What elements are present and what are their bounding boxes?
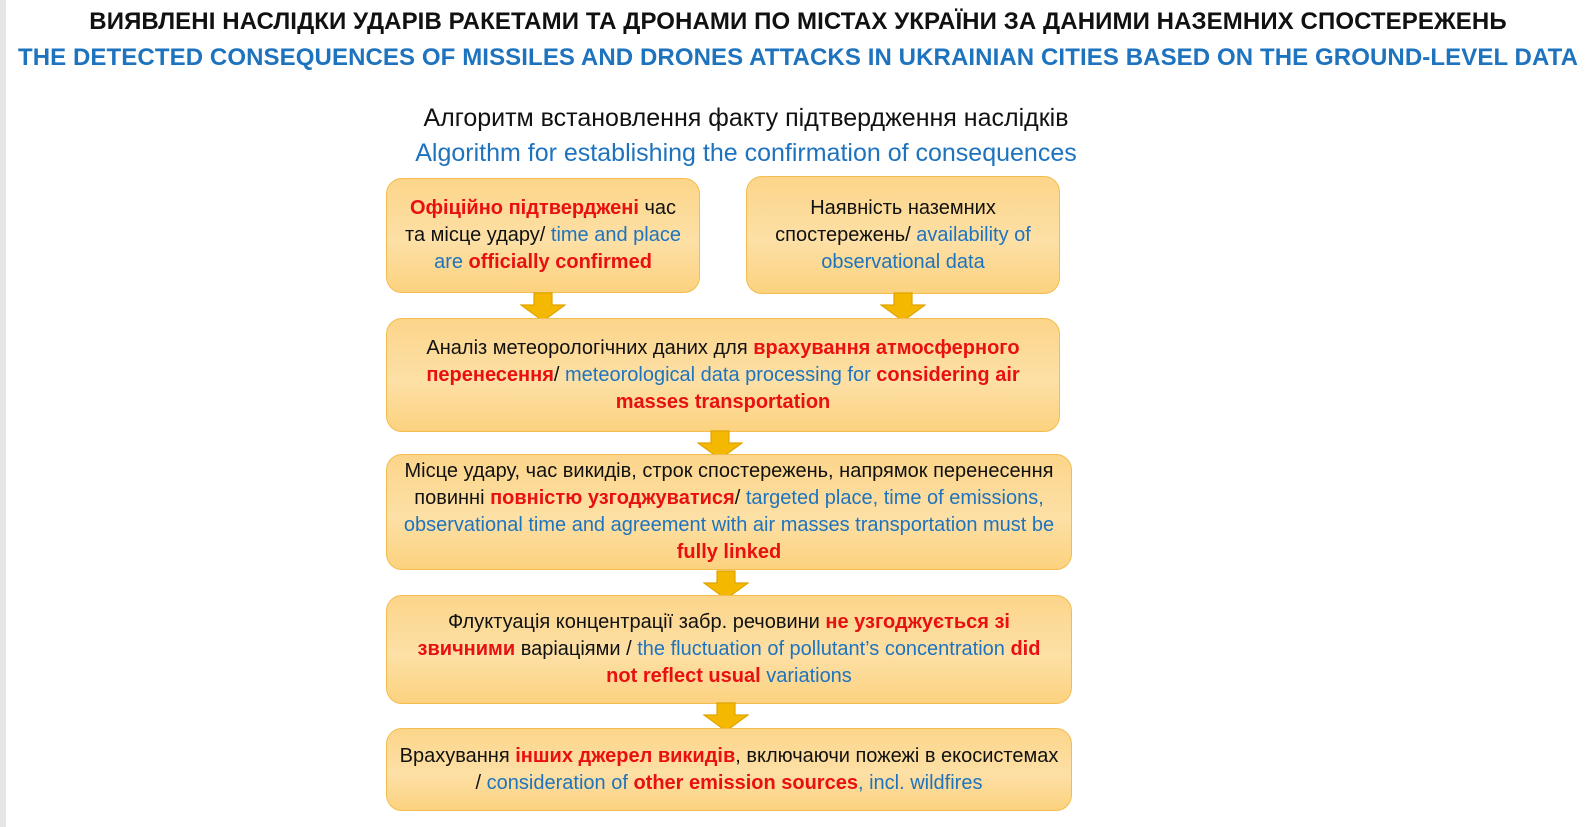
- text-en: the fluctuation of pollutant’s concentration: [637, 638, 1011, 660]
- full-match-text: [403, 458, 1055, 566]
- full-match-box: [386, 454, 1072, 570]
- other-emission-sources-box: [386, 728, 1072, 811]
- concentration-fluctuation-text: [409, 609, 1049, 690]
- page-title-ua: ВИЯВЛЕНІ НАСЛІДКИ УДАРІВ РАКЕТАМИ ТА ДРОНАМИ ПО МІСТАХ УКРАЇНИ ЗА ДАНИМИ НАЗЕМНИХ СПОСТЕРЕЖЕНЬ: [89, 8, 1507, 35]
- text-en: , incl. wildfires: [857, 771, 983, 794]
- text-en: targeted place, time of emissions, observational time and agreement with air masses transportation must be: [403, 487, 1055, 536]
- text-highlight: fully linked: [676, 541, 782, 563]
- text-highlight: did not reflect usual: [606, 638, 1041, 687]
- official-confirmation-text: [401, 195, 685, 276]
- official-confirmation-box: [386, 178, 700, 293]
- text-ua: /: [734, 487, 746, 509]
- text-highlight: Офіційно підтверджені: [409, 197, 639, 219]
- algorithm-subtitle-en: Algorithm for establishing the confirmation of consequences: [415, 139, 1077, 167]
- text-ua: варіаціями /: [515, 638, 638, 660]
- meteorological-analysis-text: [415, 335, 1031, 416]
- text-highlight: інших джерел викидів: [515, 744, 736, 767]
- text-ua: Флуктуація концентрації забр. речовини: [448, 611, 826, 633]
- meteorological-analysis-box: [386, 318, 1060, 432]
- other-emission-sources-text: [399, 743, 1059, 797]
- text-en: variations: [760, 665, 852, 687]
- text-ua: Місце удару, час викидів, строк спостережень, напрямок перенесення повинні: [404, 460, 1054, 509]
- text-ua: /: [553, 363, 566, 386]
- text-highlight: considering air masses transportation: [615, 363, 1020, 413]
- text-highlight: officially confirmed: [468, 251, 652, 273]
- ground-observations-text: [769, 195, 1037, 276]
- page-title-en: THE DETECTED CONSEQUENCES OF MISSILES AND DRONES ATTACKS IN UKRAINIAN CITIES BASED ON THE GROUND-LEVEL DATA: [17, 44, 1579, 71]
- text-ua: час та місце удару/: [405, 197, 677, 246]
- text-highlight: other emission sources: [633, 771, 858, 794]
- text-ua: Врахування: [399, 744, 516, 767]
- text-ua: , включаючи пожежі в екосистемах /: [475, 744, 1059, 794]
- text-highlight: повністю узгоджуватися: [490, 487, 735, 509]
- text-en: consideration of: [486, 771, 634, 794]
- text-ua: Аналіз метеорологічних даних для: [426, 336, 754, 359]
- text-en: meteorological data processing for: [565, 363, 877, 386]
- text-highlight: не узгоджується зі звичними: [417, 611, 1010, 660]
- text-en: time and place are: [434, 224, 681, 273]
- text-en: availability of observational data: [821, 223, 1031, 273]
- text-ua: Наявність наземних спостережень/: [775, 196, 996, 246]
- text-highlight: врахування атмосферного перенесення: [426, 336, 1020, 386]
- concentration-fluctuation-box: [386, 595, 1072, 704]
- ground-observations-box: [746, 176, 1060, 294]
- algorithm-subtitle-ua: Алгоритм встановлення факту підтвердження наслідків: [423, 104, 1069, 132]
